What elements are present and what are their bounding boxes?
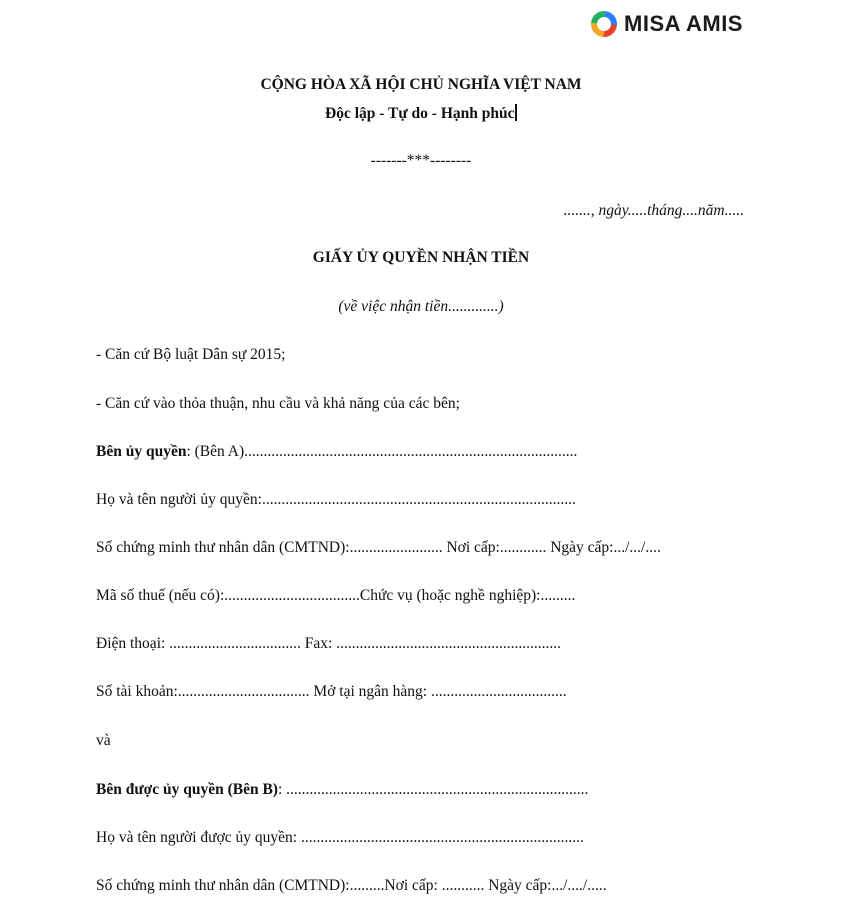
national-title: CỘNG HÒA XÃ HỘI CHỦ NGHĨA VIỆT NAM <box>260 76 582 93</box>
header-separator: -------***-------- <box>370 152 472 169</box>
party-a-tax-field: Mã số thuế (nếu có):...................................Chức vụ (hoặc nghề nghiệp):......... <box>96 587 576 604</box>
misa-ring-icon <box>590 10 618 38</box>
party-b-name-field: Họ và tên người được ủy quyền: ......................................................................... <box>96 829 584 846</box>
party-b-heading <box>96 781 588 799</box>
conjunction: và <box>96 732 111 749</box>
legal-basis-1: - Căn cứ Bộ luật Dân sự 2015; <box>96 346 286 363</box>
party-b-id-field: Số chứng minh thư nhân dân (CMTND):.........Nơi cấp: ........... Ngày cấp:.../..../..... <box>96 877 607 894</box>
national-motto <box>0 104 842 123</box>
party-a-phone-field: Điện thoại: .................................. Fax: .......................................................... <box>96 635 561 652</box>
document-title: GIẤY ỦY QUYỀN NHẬN TIỀN <box>312 249 530 266</box>
legal-basis-2: - Căn cứ vào thỏa thuận, nhu cầu và khả năng của các bên; <box>96 395 460 412</box>
date-line: ......., ngày.....tháng....năm..... <box>563 202 744 219</box>
party-a-heading <box>96 443 577 461</box>
party-b-rest: : .............................................................................. <box>277 781 589 798</box>
party-b-label: Bên được ủy quyền (Bên B) <box>96 781 278 798</box>
text-cursor <box>515 104 517 121</box>
brand-logo <box>590 9 743 39</box>
party-a-id-field: Số chứng minh thư nhân dân (CMTND):........................ Nơi cấp:............ Ngày cấp:.../.../.... <box>96 539 661 556</box>
party-a-rest: : (Bên A)...................................................................................... <box>186 443 578 460</box>
document-subtitle: (về việc nhận tiền.............) <box>338 298 504 315</box>
party-a-account-field: Số tài khoản:.................................. Mở tại ngân hàng: ................................... <box>96 683 567 700</box>
party-a-name-field: Họ và tên người ủy quyền:................................................................................. <box>96 491 576 508</box>
motto-text: Độc lập - Tự do - Hạnh phúc <box>325 105 515 122</box>
brand-name: MISA AMIS <box>624 11 743 36</box>
party-a-label: Bên ủy quyền <box>96 443 187 460</box>
